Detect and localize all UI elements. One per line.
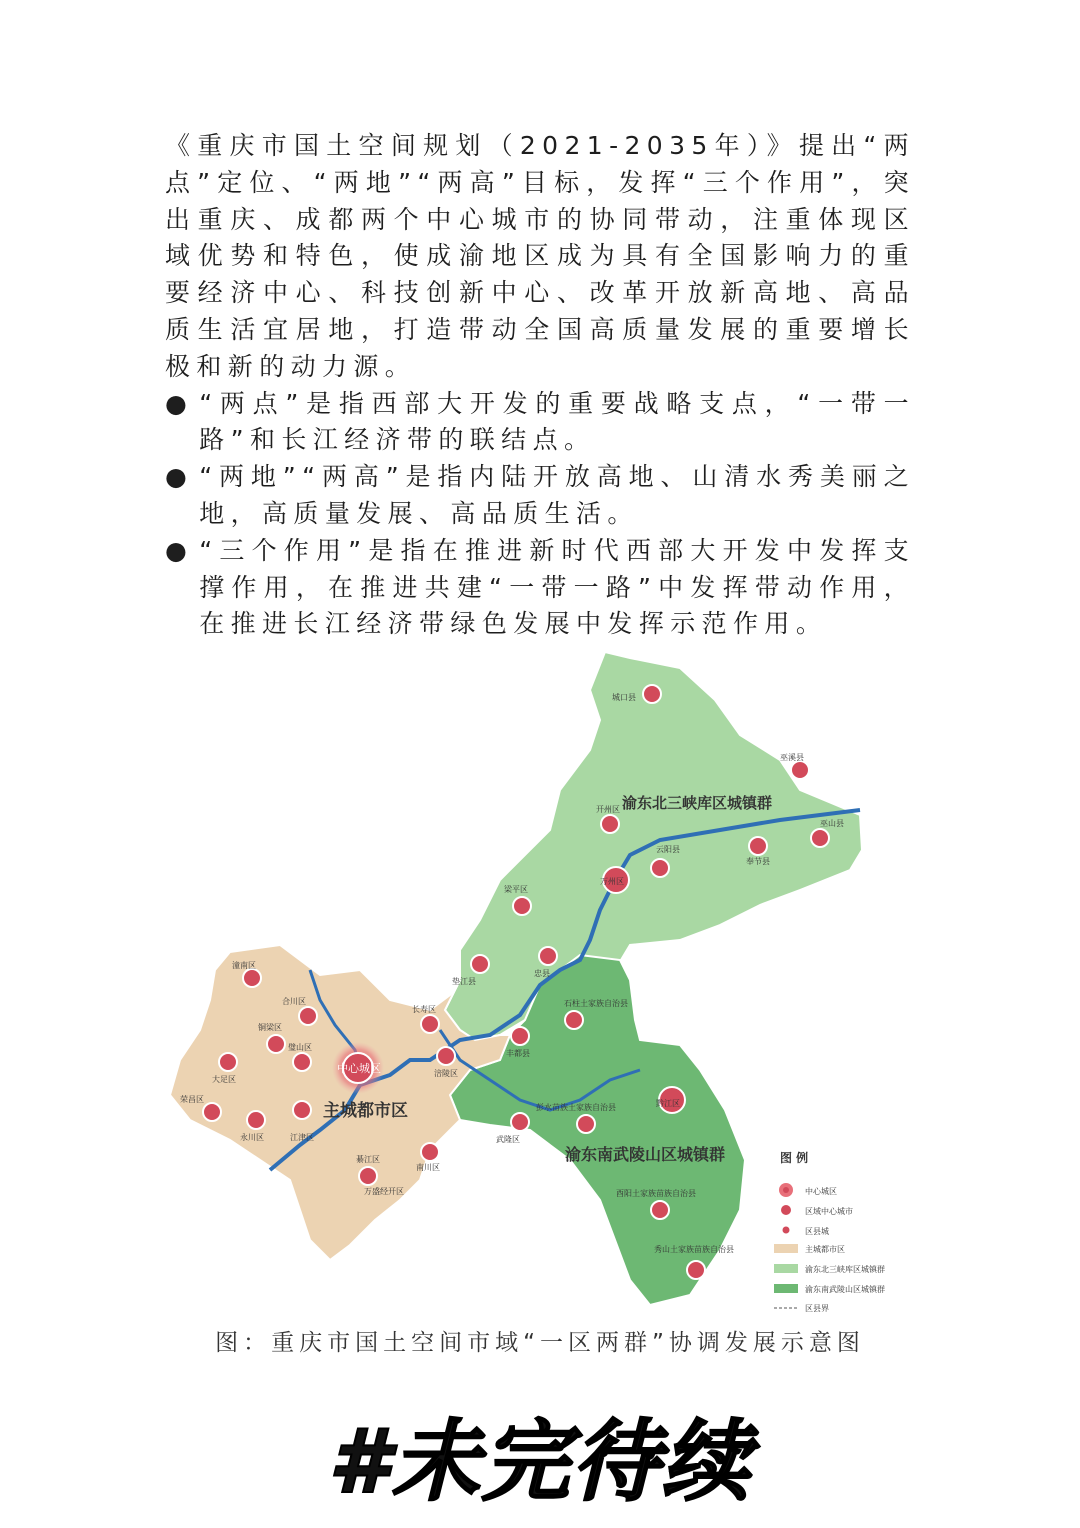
marker-zhongxian — [539, 947, 557, 965]
marker-fuling — [437, 1047, 455, 1065]
legend-title: 图 例 — [780, 1151, 809, 1165]
label-shizhu: 石柱土家族自治县 — [564, 999, 628, 1008]
map-legend — [774, 1150, 885, 1313]
label-yunyang: 云阳县 — [656, 845, 680, 854]
figure-caption: 图：重庆市国土空间市域“一区两群”协调发展示意图 — [215, 1330, 865, 1356]
region-label-northeast: 渝东北三峡库区城镇群 — [622, 794, 773, 812]
marker-kaizhou — [601, 815, 619, 833]
label-changshou: 长寿区 — [412, 1005, 436, 1014]
label-tongliang: 铜梁区 — [258, 1023, 282, 1032]
marker-wulong — [511, 1113, 529, 1131]
label-kaizhou: 开州区 — [596, 805, 620, 814]
bullet-text: “三个作用”是指在推进新时代西部大开发中发挥支撑作用，在推进共建“一带一路”中发挥带动作用，在推进长江经济带绿色发展中发挥示范作用。 — [199, 535, 915, 639]
label-wansheng: 万盛经开区 — [364, 1187, 404, 1196]
marker-fengdu — [511, 1027, 529, 1045]
marker-wuxi — [791, 761, 809, 779]
marker-wushan — [811, 829, 829, 847]
label-xiushan: 秀山土家族苗族自治县 — [654, 1245, 734, 1254]
label-yongchuan: 永川区 — [240, 1133, 264, 1142]
bullet-item — [165, 459, 915, 533]
marker-chengkou — [643, 685, 661, 703]
legend-label-boundary: 区县界 — [805, 1304, 829, 1313]
legend-label-center: 中心城区 — [805, 1187, 837, 1196]
article-text — [165, 128, 915, 643]
bullet-item — [165, 533, 915, 643]
label-chengkou: 城口县 — [612, 693, 636, 702]
marker-dianjiang — [471, 955, 489, 973]
label-fengjie: 奉节县 — [746, 857, 770, 866]
label-youyang: 酉阳土家族苗族自治县 — [616, 1189, 696, 1198]
marker-yunyang — [651, 859, 669, 877]
label-qijiang: 綦江区 — [356, 1155, 380, 1164]
label-wulong: 武隆区 — [496, 1135, 520, 1144]
marker-hechuan — [299, 1007, 317, 1025]
marker-youyang — [651, 1201, 669, 1219]
marker-nanchuan — [421, 1143, 439, 1161]
legend-swatch-county-icon — [783, 1227, 790, 1234]
bullet-item — [165, 386, 915, 460]
legend-swatch-northeast-icon — [774, 1264, 798, 1273]
marker-yongchuan — [247, 1111, 265, 1129]
chongqing-map — [160, 640, 920, 1320]
marker-bishan — [293, 1053, 311, 1071]
region-label-main: 主城都市区 — [323, 1101, 408, 1121]
marker-fengjie — [749, 837, 767, 855]
label-rongchang: 荣昌区 — [180, 1095, 204, 1104]
label-zhongxian: 忠县 — [534, 969, 550, 978]
marker-jiangjin — [293, 1101, 311, 1119]
label-wuxi: 巫溪县 — [780, 753, 804, 762]
label-fuling: 涪陵区 — [434, 1069, 458, 1078]
legend-label-regional: 区域中心城市 — [805, 1207, 853, 1216]
label-fengdu: 丰都县 — [506, 1049, 530, 1058]
marker-qijiang — [359, 1167, 377, 1185]
marker-changshou — [421, 1015, 439, 1033]
marker-shizhu — [565, 1011, 583, 1029]
label-wanzhou: 万州区 — [600, 877, 624, 886]
marker-dazu — [219, 1053, 237, 1071]
label-pengshui: 彭水苗族土家族自治县 — [536, 1103, 616, 1112]
legend-swatch-center-core-icon — [783, 1187, 789, 1193]
marker-tongnan — [243, 969, 261, 987]
bullet-dot-icon: ● — [165, 535, 194, 565]
label-liangping: 梁平区 — [504, 885, 528, 894]
label-hechuan: 合川区 — [282, 997, 306, 1006]
legend-swatch-regional-icon — [781, 1205, 791, 1215]
marker-liangping — [513, 897, 531, 915]
label-qianjiang: 黔江区 — [656, 1099, 680, 1108]
label-dianjiang: 垫江县 — [452, 977, 476, 986]
bullet-dot-icon: ● — [165, 388, 194, 418]
legend-label-main: 主城都市区 — [805, 1245, 845, 1254]
label-dazu: 大足区 — [212, 1075, 236, 1084]
marker-pengshui — [577, 1115, 595, 1133]
marker-rongchang — [203, 1103, 221, 1121]
marker-tongliang — [267, 1035, 285, 1053]
legend-label-county: 区县城 — [805, 1227, 829, 1236]
legend-label-northeast: 渝东北三峡库区城镇群 — [805, 1265, 885, 1274]
legend-swatch-southeast-icon — [774, 1284, 798, 1293]
legend-swatch-main-icon — [774, 1244, 798, 1253]
bullet-text: “两地”“两高”是指内陆开放高地、山清水秀美丽之地，高质量发展、高品质生活。 — [199, 462, 915, 528]
bullet-dot-icon: ● — [165, 462, 194, 492]
intro-paragraph: 《重庆市国土空间规划（2021-2035年）》提出“两点”定位、“两地”“两高”目标，发挥“三个作用”，突出重庆、成都两个中心城市的协同带动，注重体现区域优势和特色，使成渝地区成为具有全国影响力的重要经济中心、科技创新中心、改革开放新高地、高品质生活宜居地，打造带动全国高质量发展的重要增长极和新的动力源。 — [165, 131, 915, 381]
label-jiangjin: 江津区 — [290, 1133, 314, 1142]
label-nanchuan: 南川区 — [416, 1163, 440, 1172]
center-city-label: 中心城区 — [337, 1062, 381, 1075]
legend-label-southeast: 渝东南武陵山区城镇群 — [805, 1285, 885, 1294]
region-label-southeast: 渝东南武陵山区城镇群 — [565, 1145, 726, 1164]
marker-xiushan — [687, 1261, 705, 1279]
bullet-text: “两点”是指西部大开发的重要战略支点，“一带一路”和长江经济带的联结点。 — [199, 388, 915, 455]
hashtag-banner: #未完待续 — [328, 1410, 752, 1513]
label-tongnan: 潼南区 — [232, 961, 256, 970]
region-northeast — [445, 652, 862, 1040]
label-wushan: 巫山县 — [820, 819, 844, 828]
label-bishan: 璧山区 — [288, 1043, 312, 1052]
